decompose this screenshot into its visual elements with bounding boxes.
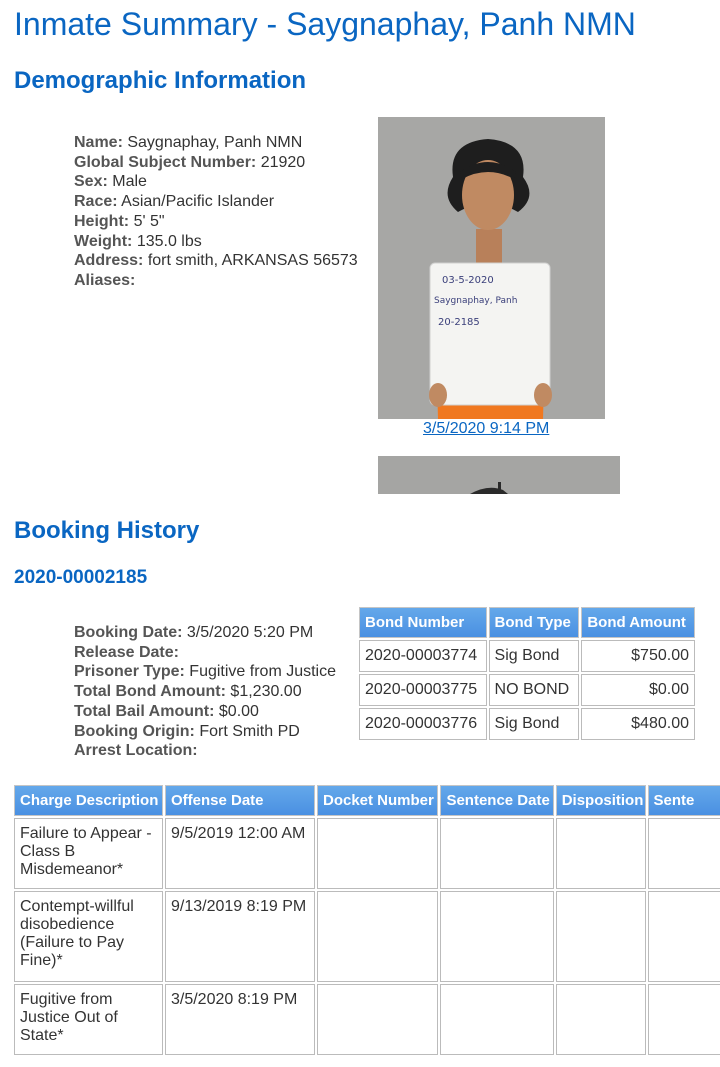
sentence-date-cell	[440, 818, 553, 889]
disposition-cell	[556, 984, 646, 1055]
booking-info	[74, 623, 336, 761]
sentence-cell	[648, 818, 720, 889]
sentence-date-cell	[440, 891, 553, 982]
bond-number-header[interactable]: Bond Number	[359, 607, 487, 638]
field-weight: Weight: 135.0 lbs	[74, 232, 202, 250]
bond-type-cell: NO BOND	[489, 674, 580, 706]
booking-photo-2[interactable]	[378, 456, 620, 499]
charge-row	[14, 984, 720, 1055]
demographic-heading: Demographic Information	[14, 67, 307, 94]
field-release-date: Release Date:	[74, 643, 179, 661]
sentence-date-header[interactable]: Sentence Date	[440, 785, 553, 816]
charges-clip	[0, 783, 720, 1067]
field-total-bond-amount: Total Bond Amount: $1,230.00	[74, 683, 302, 701]
charge-description-cell: Failure to Appear - Class B Misdemeanor*	[14, 818, 163, 889]
disposition-cell	[556, 891, 646, 982]
offense-date-cell: 3/5/2020 8:19 PM	[165, 984, 315, 1055]
field-prisoner-type: Prisoner Type: Fugitive from Justice	[74, 663, 337, 681]
bond-row	[359, 640, 695, 672]
sentence-date-cell	[440, 984, 553, 1055]
field-aliases: Aliases:	[74, 271, 136, 289]
booking-photo[interactable]	[378, 117, 605, 424]
offense-date-header[interactable]: Offense Date	[165, 785, 315, 816]
docket-number-header[interactable]: Docket Number	[317, 785, 438, 816]
bond-row	[359, 674, 695, 706]
bond-header-row	[359, 607, 695, 638]
bond-type-cell: Sig Bond	[489, 708, 580, 740]
bond-amount-header[interactable]: Bond Amount	[581, 607, 695, 638]
charge-row	[14, 891, 720, 982]
page-title: Inmate Summary - Saygnaphay, Panh NMN	[14, 6, 636, 42]
field-booking-origin: Booking Origin: Fort Smith PD	[74, 722, 300, 740]
bond-amount-cell: $480.00	[581, 708, 695, 740]
sentence-cell	[648, 984, 720, 1055]
sentence-cell	[648, 891, 720, 982]
disposition-cell	[556, 818, 646, 889]
mugshot-image-2	[378, 456, 620, 494]
svg-text:03-5-2020: 03-5-2020	[442, 275, 494, 286]
docket-number-cell	[317, 984, 438, 1055]
demographic-info	[74, 133, 358, 291]
charge-description-cell: Contempt-willful disobedience (Failure to Pay Fine)*	[14, 891, 163, 982]
charges-table	[12, 783, 720, 1057]
sentence-header[interactable]: Sente	[648, 785, 720, 816]
bond-type-cell: Sig Bond	[489, 640, 580, 672]
charges-header-row	[14, 785, 720, 816]
booking-number: 2020-00002185	[14, 567, 148, 588]
offense-date-cell: 9/5/2019 12:00 AM	[165, 818, 315, 889]
field-name: Name: Saygnaphay, Panh NMN	[74, 134, 303, 151]
charge-description-cell: Fugitive from Justice Out of State*	[14, 984, 163, 1055]
bond-amount-cell: $750.00	[581, 640, 695, 672]
field-total-bail-amount: Total Bail Amount: $0.00	[74, 702, 259, 720]
field-global-subject-number: Global Subject Number: 21920	[74, 153, 306, 171]
field-height: Height: 5' 5"	[74, 212, 165, 230]
svg-text:20-2185: 20-2185	[438, 317, 480, 328]
svg-text:Saygnaphay, Panh: Saygnaphay, Panh	[434, 296, 518, 306]
charge-row	[14, 818, 720, 889]
offense-date-cell: 9/13/2019 8:19 PM	[165, 891, 315, 982]
charge-description-header[interactable]: Charge Description	[14, 785, 163, 816]
bond-table	[357, 605, 697, 742]
bond-amount-cell: $0.00	[581, 674, 695, 706]
bond-number-cell: 2020-00003774	[359, 640, 487, 672]
field-arrest-location: Arrest Location:	[74, 742, 198, 760]
booking-history-heading: Booking History	[14, 517, 200, 544]
bond-number-cell: 2020-00003775	[359, 674, 487, 706]
field-race: Race: Asian/Pacific Islander	[74, 193, 275, 211]
bond-type-header[interactable]: Bond Type	[489, 607, 580, 638]
photo-date-link[interactable]: 3/5/2020 9:14 PM	[423, 420, 550, 437]
mugshot-image	[378, 117, 605, 419]
field-sex: Sex: Male	[74, 173, 147, 191]
docket-number-cell	[317, 818, 438, 889]
bond-number-cell: 2020-00003776	[359, 708, 487, 740]
field-booking-date: Booking Date: 3/5/2020 5:20 PM	[74, 624, 314, 641]
bond-row	[359, 708, 695, 740]
field-address: Address: fort smith, ARKANSAS 56573	[74, 252, 358, 270]
disposition-header[interactable]: Disposition	[556, 785, 646, 816]
docket-number-cell	[317, 891, 438, 982]
